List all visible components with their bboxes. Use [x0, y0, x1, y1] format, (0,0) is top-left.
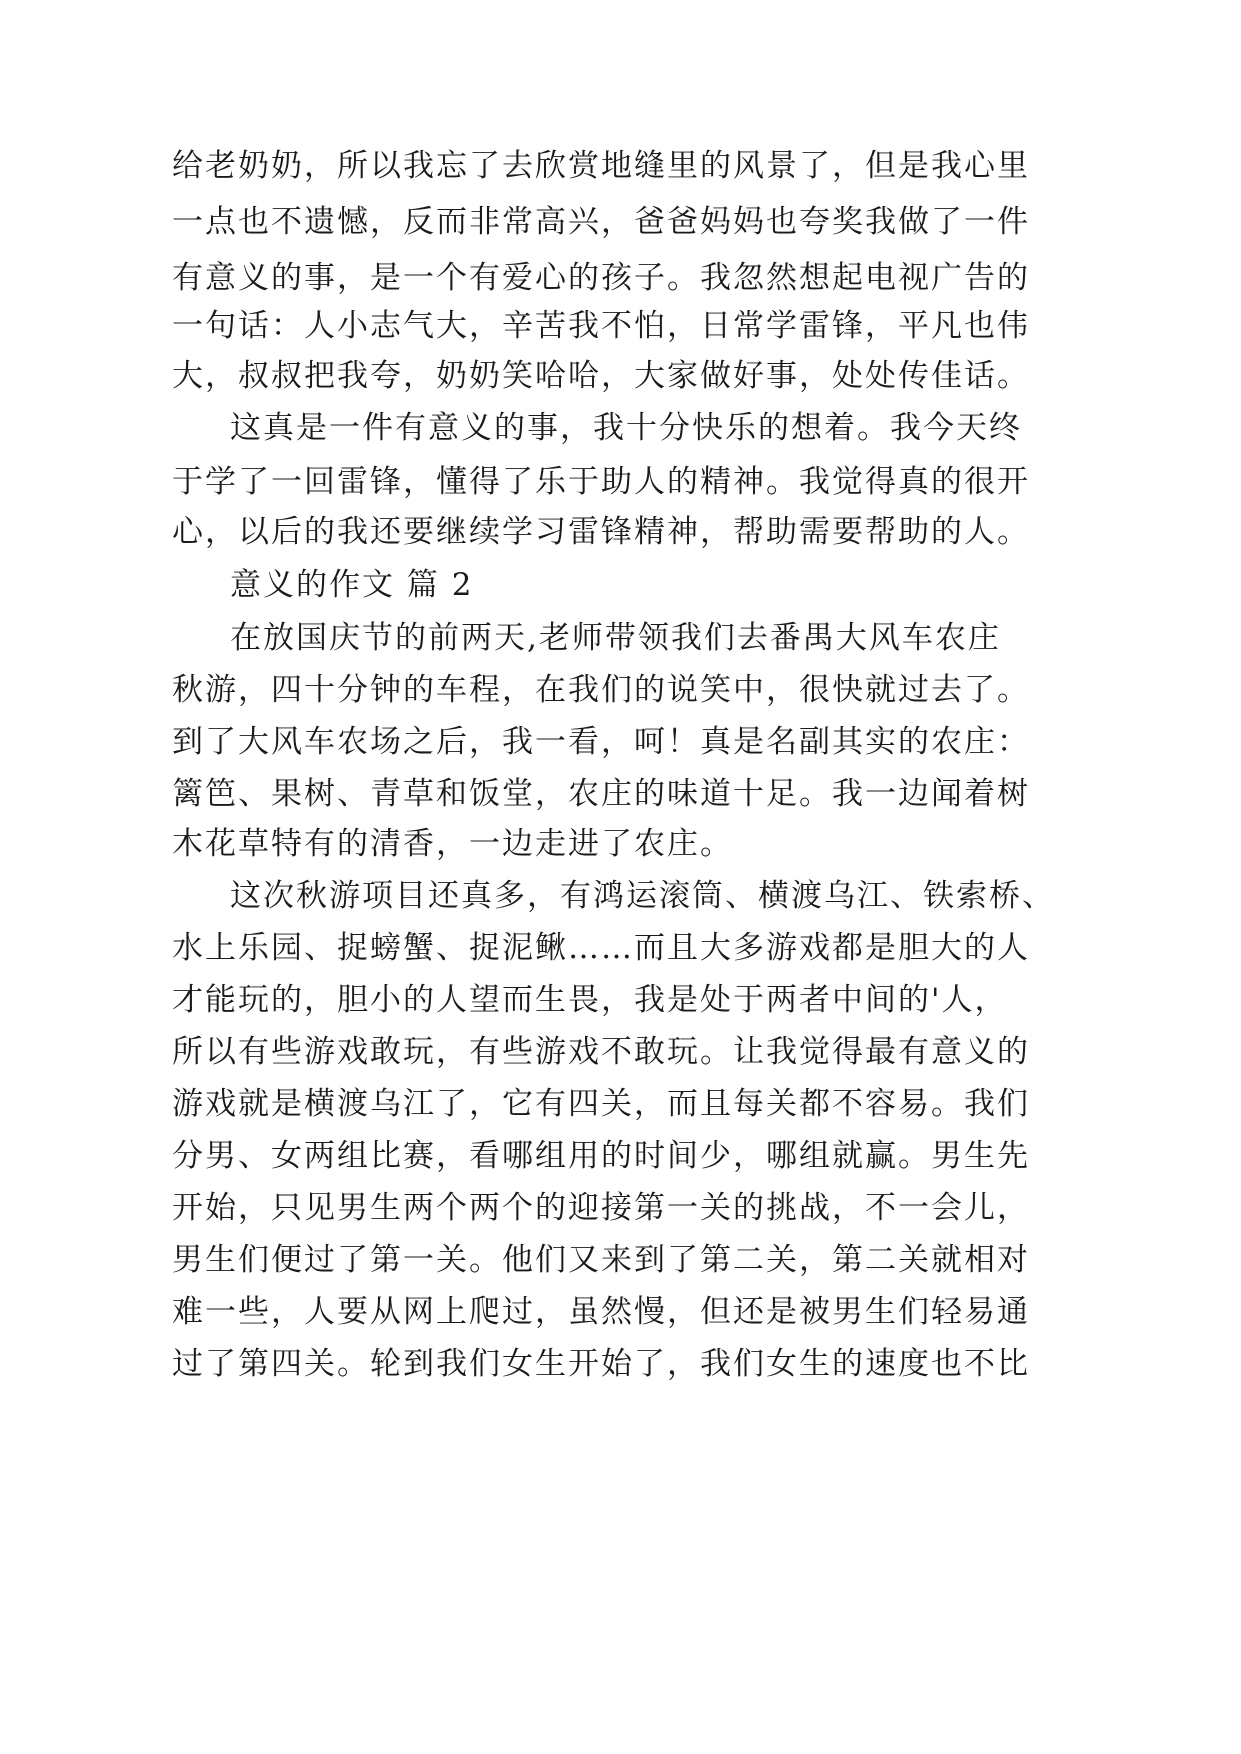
text-line: 男生们便过了第一关。他们又来到了第二关，第二关就相对 [172, 1242, 1030, 1278]
text-line: 一句话：人小志气大，辛苦我不怕，日常学雷锋，平凡也伟 [172, 308, 1030, 344]
text-line: 分男、女两组比赛，看哪组用的时间少，哪组就赢。男生先 [172, 1138, 1030, 1174]
text-line: 给老奶奶，所以我忘了去欣赏地缝里的风景了，但是我心里 [172, 148, 1030, 184]
text-line: 有意义的事，是一个有爱心的孩子。我忽然想起电视广告的 [172, 260, 1030, 296]
text-line: 大，叔叔把我夸，奶奶笑哈哈，大家做好事，处处传佳话。 [172, 358, 1030, 394]
text-line: 到了大风车农场之后，我一看，呵！真是名副其实的农庄： [172, 724, 1030, 760]
text-line: 难一些，人要从网上爬过，虽然慢，但还是被男生们轻易通 [172, 1294, 1030, 1330]
text-line: 水上乐园、捉螃蟹、捉泥鳅……而且大多游戏都是胆大的人 [172, 930, 1030, 966]
paragraph-first-line: 在放国庆节的前两天,老师带领我们去番禺大风车农庄 [230, 620, 1001, 656]
text-line: 于学了一回雷锋，懂得了乐于助人的精神。我觉得真的很开 [172, 464, 1030, 500]
text-line: 篱笆、果树、青草和饭堂，农庄的味道十足。我一边闻着树 [172, 776, 1030, 812]
text-line: 开始，只见男生两个两个的迎接第一关的挑战，不一会儿， [172, 1190, 1030, 1226]
text-line: 过了第四关。轮到我们女生开始了，我们女生的速度也不比 [172, 1346, 1030, 1382]
paragraph-first-line: 这真是一件有意义的事，我十分快乐的想着。我今天终 [230, 410, 1022, 446]
text-line: 心，以后的我还要继续学习雷锋精神，帮助需要帮助的人。 [172, 514, 1030, 550]
text-line: 木花草特有的清香，一边走进了农庄。 [172, 826, 733, 862]
text-line: 一点也不遗憾，反而非常高兴，爸爸妈妈也夸奖我做了一件 [172, 204, 1030, 240]
text-line: 才能玩的，胆小的人望而生畏，我是处于两者中间的'人， [172, 982, 1008, 1018]
text-line: 秋游，四十分钟的车程，在我们的说笑中，很快就过去了。 [172, 672, 1030, 708]
section-heading: 意义的作文 篇 2 [230, 567, 474, 603]
text-line: 游戏就是横渡乌江了，它有四关，而且每关都不容易。我们 [172, 1086, 1030, 1122]
paragraph-first-line: 这次秋游项目还真多，有鸿运滚筒、横渡乌江、铁索桥、 [230, 878, 1055, 914]
text-line: 所以有些游戏敢玩，有些游戏不敢玩。让我觉得最有意义的 [172, 1034, 1030, 1070]
